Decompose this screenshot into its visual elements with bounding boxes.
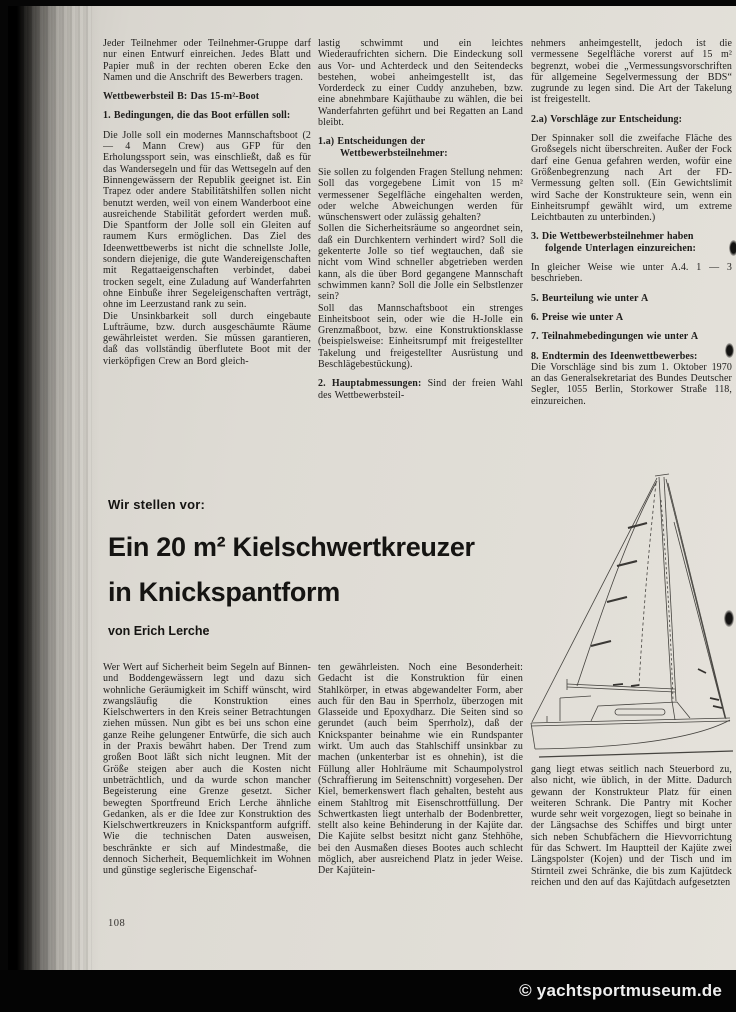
top-column-1 [103,38,311,470]
sailboat-sailplan-drawing [527,470,736,763]
feature-header [108,497,538,638]
bottom-column-2 [318,662,523,940]
page-number: 108 [108,918,126,929]
section-heading: 1. Bedingungen, die das Boot erfüllen soll: [103,110,291,122]
paragraph: nehmers anheimgestellt, jedoch ist die vermessene Segelfläche vorerst auf 15 m² begrenzt, wobei die „Vermessungsvorschriften für allgemeine Segelvermessung der BDS“ zugrunde zu legen sind. Die Art der Takelung ist freigestellt. [531,38,732,106]
section-heading: 1.a) Entscheidungen der Wettbewerbsteilnehmer: [318,136,448,159]
paragraph: Die Jolle soll ein modernes Mannschaftsboot (2 — 4 Mann Crew) aus GFP für den Erholungssport sein, was einschließt, daß es für das Wandersegeln und für das Wettsegeln auf den Binnengewässern der Republik geeignet ist. Ein Trapez oder andere Stabilitätshilfen sollen nicht benutzt werden, weil von einem Wanderboot eine ausreichende Stabilität gefordert werden muß. Die Spantform der Jolle soll ein Gleiten auf raumem Kurs ermöglichen. Das Ziel des Ideenwettbewerbs ist nicht die schnellste Jolle, sondern diejenige, die gute Wandereigenschaften mit Regattaeigenschaften verbindet, dabei trocken segelt, eine Zuladung auf Wanderfahrten ohne Einbuße ihrer Segeleigenschaften verträgt, ohne im Leerzustand rank zu sein. [103,129,311,311]
section-heading: 2.a) Vorschläge zur Entscheidung: [531,113,683,125]
paragraph: Die Unsinkbarkeit soll durch eingebaute Lufträume, bzw. durch ausgeschäumte Räume gewährleistet werden. Sie müssen garantieren, daß das vollständig überflutete Boot mit der vierköpfigen Crew an Bord gleich- [103,310,311,367]
watermark-text: © yachtsportmuseum.de [519,981,722,1000]
binding-streaks [22,6,92,970]
paragraph: gang liegt etwas seitlich nach Steuerbord zu, also nicht, wie üblich, in der Mitte. Dadurch gewann der Konstrukteur Platz für einen weiteren Schrank. Die Pantry mit Kocher wurde sehr weit vorgezogen, liegt so beinahe in der Längsachse des Schiffes und birgt unter sich neben Schubfächern die Hievvorrichtung für das Schwert. Im Hauptteil der Kajüte zwei Längspolster (Kojen) und der Tisch und im Stirnteil zwei Schränke, die bis zum Kajütdeck reichen und den auf das Kajütdach aufgesetzten [531,764,732,888]
article-title-line1: Ein 20 m² Kielschwertkreuzer [108,532,475,562]
paragraph: Soll das Mannschaftsboot ein strenges Einheitsboot sein, oder wie die H-Jolle ein Grenzmaßboot, bzw. eine Konstruktionsklasse (beispielsweise: Einheitsrumpf mit freigestellter Takelung und freigestellter Ausrüstung und Beschlägebestückung). [318,302,523,371]
article-title [108,525,538,615]
kicker: Wir stellen vor: [108,497,205,512]
paragraph: Sollen die Sicherheitsräume so angeordnet sein, daß ein Durchkentern verhindert wird? Soll die gekenterte Jolle so tief wegtauchen, daß sie nicht vom Wind schneller abgetrieben werden kann, als die über Bord gegangene Mannschaft schwimmen kann? Soll die Jolle ein Selbstlenzer sein? [318,223,523,303]
section-heading: 5. Beurteilung wie unter A [531,292,649,304]
section-heading: Wettbewerbsteil B: Das 15-m²-Boot [103,91,260,103]
paragraph [318,378,523,401]
section-heading: 3. Die Wettbewerbsteilnehmer haben folgende Unterlagen einzureichen: [531,231,696,254]
sailboat-drawing-svg [527,470,736,763]
bottom-column-3 [531,764,732,940]
paragraph: Soll das vorgegebene Limit von 15 m² vermessener Segelfläche eingehalten werden, oder welche Abweichungen werden für wünschenswert oder zulässig gehalten? [318,178,523,224]
paragraph: lastig schwimmt und ein leichtes Wiederaufrichten sichern. Die Eindeckung soll aus Vor- und Achterdeck und den Seitendecks bestehen, wobei anheimgestellt ist, das Vorderdeck zu einer Cuddy anzuheben, bzw. eine abnehmbare Kajüthaube zu wählen, die bei Wanderfahrten geführt und bei Regatten an Land bleibt. [318,38,523,129]
watermark-bar [0,970,736,1012]
paragraph: Wer Wert auf Sicherheit beim Segeln auf Binnen- und Boddengewässern legt und dazu sich wohnliche Geräumigkeit im Schiff wünscht, wird zwangsläufig die Konstruktion eines Kielschwerters in den Kreis seiner Betrachtungen ziehen müssen. Nun gibt es bei uns schon eine ganze Reihe gelungener Entwürfe, die sich auch in der Praxis bewährt haben. Der Trend zum großen Boot läßt sich nicht leugnen. Mit der Größe steigen aber auch die Kosten nicht unbeträchtlich, und da wurde schon mancher Begeisterung eine Grenze gesetzt. Sicher bewegten Sportfreund Erich Lerche ähnliche Gedanken, als er die Idee zur Konstruktion des Kielschwertkreuzers in Knickspantform aufgriff. Wie die technischen Daten ausweisen, beschränkte er sich auf Mindestmaße, die dennoch Sicherheit, Bequemlichkeit im Wohnen und günstige seglerische Eigenschaf- [103,662,311,877]
paragraph: Sie sollen zu folgenden Fragen Stellung nehmen: [318,166,523,178]
bottom-column-1 [103,662,311,940]
paragraph: Die Vorschläge sind bis zum 1. Oktober 1970 an das Generalsekretariat des Bundes Deutscher Segler, 1055 Berlin, Storkower Straße 118, einzureichen. [531,361,732,407]
paragraph: ten gewährleisten. Noch eine Besonderheit: Gedacht ist die Konstruktion für einen Stahlkörper, in etwas abgewandelter Form, aber auch für den Bau in Sperrholz, überzogen mit Glasseide und Epoxydharz. Die Seiten sind so gerundet (auch beim Sperrholz), daß der Knickspanter beinahme wie ein Rundspanter wirkt. Um auch das Stahlschiff unsinkbar zu machen (unkenterbar ist es ohnehin), ist die Füllung aller Hohlräume mit Schaumpolystrol (Schraffierung im Seitenschnitt) vorgesehen. Der Kiel, bemerkenswert flach gehalten, besteht aus einem Stahltrog mit Eisenschrottfüllung. Der Schwertkasten liegt unterhalb der Bodenbretter, stellt also keine Behinderung in der Kajüte dar. Die Kajüte selbst besitzt nicht ganz Stehhöhe, bei den Ausmaßen dieses Bootes auch schlecht möglich, aber ausreichend Platz in jeder Weise. Der Kajütein- [318,662,523,877]
top-column-2 [318,38,523,470]
byline: von Erich Lerche [108,624,210,638]
section-heading: 7. Teilnahmebedingungen wie unter A [531,331,699,343]
paragraph-text: Sind der freien Wahl des Wettbewerbsteil- [318,378,523,401]
run-in-heading: 2. Hauptabmessungen: [318,378,422,390]
paragraph: In gleicher Weise wie unter A.4. 1 — 3 beschrieben. [531,262,732,285]
top-column-3 [531,38,732,470]
article-title-line2: in Knickspantform [108,577,340,607]
section-heading: 8. Endtermin des Ideenwettbewerbes: [531,350,698,362]
section-heading: 6. Preise wie unter A [531,311,624,323]
paragraph: Der Spinnaker soll die zweifache Fläche des Großsegels nicht überschreiten. Außer der Fock darf eine Genua gefahren werden, wofür eine Größenbegrenzung nach Art der FD-Vermessung gelten soll. (Ein Gewichtslimit wird Sache der Konstrukteure sein, wenn ein Einheitsrumpf gewählt wird, um extreme Leichtbauten zu unterbinden.) [531,133,732,224]
paragraph: Jeder Teilnehmer oder Teilnehmer-Gruppe darf nur einen Entwurf einreichen. Jedes Blatt und Papier muß in der rechten oberen Ecke den Namen und die Anschrift des Bewerbers tragen. [103,38,311,83]
